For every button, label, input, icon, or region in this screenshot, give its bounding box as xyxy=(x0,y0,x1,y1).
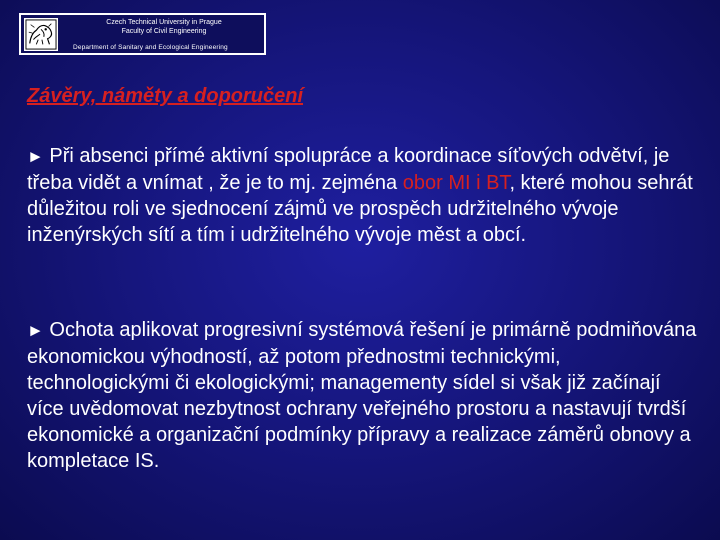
faculty-name: Faculty of Civil Engineering xyxy=(121,28,207,35)
paragraph-1-text-a: Při absenci přímé aktivní spolupráce a koordinace síťových odvětví, je třeba vidět a vnímat , že je to mj. zejména xyxy=(27,145,670,194)
university-name: Czech Technical University in Prague xyxy=(106,19,222,26)
paragraph-1 xyxy=(27,143,699,248)
paragraph-1-highlight: obor MI i BT xyxy=(402,172,510,194)
paragraph-2-text: Ochota aplikovat progresivní systémová řešení je primárně podmiňována ekonomickou výhodností, až potom přednostmi technickými, technologickými či ekologickými; managementy sídel si však již začínají více uvědomovat nezbytnost ochrany veřejného prostoru a nastavují tvrdší ekonomické a organizační podmínky přípravy a realizace záměrů obnovy a kompletace IS. xyxy=(27,319,697,472)
slide-title: Závěry, náměty a doporučení xyxy=(27,85,304,107)
department-name: Department of Sanitary and Ecological Engineering xyxy=(73,44,228,51)
paragraph-1-text-b: , které mohou sehrát důležitou roli ve sjednocení zájmů ve prospěch udržitelného vývoje inženýrských sítí a tím i udržitelného vývoje měst a obcí. xyxy=(27,172,693,246)
ctu-logo-icon xyxy=(24,18,58,51)
bullet-arrow-icon: ► xyxy=(27,147,44,166)
bullet-arrow-icon: ► xyxy=(27,321,44,340)
paragraph-2 xyxy=(27,317,699,474)
header-banner xyxy=(19,13,266,55)
